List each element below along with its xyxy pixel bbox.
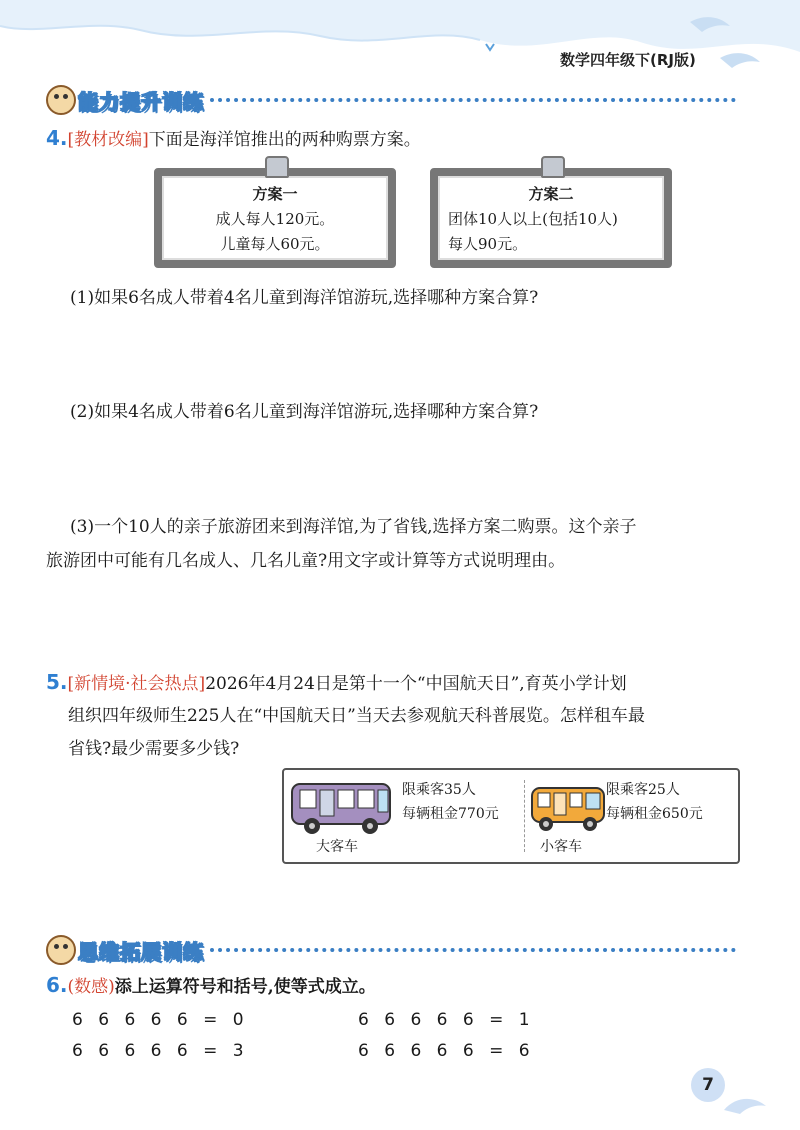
big-bus-rent: 每辆租金770元	[402, 806, 499, 822]
question-4-sub-2: (2)如果4名成人带着6名儿童到海洋馆游玩,选择哪种方案合算?	[70, 402, 539, 422]
dotted-divider	[210, 948, 736, 952]
plan-title: 方案二	[528, 185, 574, 203]
question-5-line-1	[46, 667, 627, 699]
equation: 6 6 6 6 6 = 6	[358, 1041, 530, 1061]
question-6-stem	[46, 970, 376, 1002]
section-label: 思维拓展训练	[78, 939, 204, 964]
question-text: 添上运算符号和括号,使等式成立。	[114, 977, 376, 997]
big-bus-capacity: 限乘客35人	[402, 782, 476, 798]
bus-info-box	[282, 768, 740, 864]
small-bus-label: 小客车	[540, 839, 582, 855]
dolphin-icon	[720, 1090, 770, 1120]
question-4-sub-3-line-2: 旅游团中可能有几名成人、几名儿童?用文字或计算等方式说明理由。	[46, 551, 566, 571]
question-4-sub-3-line-1: (3)一个10人的亲子旅游团来到海洋馆,为了省钱,选择方案二购票。这个亲子	[70, 517, 637, 537]
section-label: 能力提升训练	[78, 89, 204, 114]
dotted-divider	[210, 98, 736, 102]
plan-1-board	[154, 168, 396, 268]
question-tag: [教材改编]	[67, 130, 149, 150]
small-bus-capacity: 限乘客25人	[606, 782, 680, 798]
mascot-icon	[46, 85, 76, 115]
small-bus-icon	[530, 784, 608, 834]
mascot-icon	[46, 935, 76, 965]
plan-line: 儿童每人60元。	[220, 235, 330, 253]
plan-title: 方案一	[252, 185, 298, 203]
question-5-line-3: 省钱?最少需要多少钱?	[68, 739, 240, 759]
equation: 6 6 6 6 6 = 1	[358, 1010, 530, 1030]
question-number: 4.	[46, 126, 68, 150]
big-bus-label: 大客车	[316, 839, 358, 855]
plan-line: 成人每人120元。	[215, 210, 335, 228]
question-text: 2026年4月24日是第十一个“中国航天日”,育英小学计划	[205, 674, 627, 694]
question-number: 5.	[46, 670, 68, 694]
question-5-line-2: 组织四年级师生225人在“中国航天日”当天去参观航天科普展览。怎样租车最	[68, 706, 645, 726]
question-number: 6.	[46, 973, 68, 997]
plan-line: 团体10人以上(包括10人)	[448, 210, 618, 228]
equation: 6 6 6 6 6 = 3	[72, 1041, 244, 1061]
plan-2-board	[430, 168, 672, 268]
clip-icon	[541, 156, 565, 178]
section-banner-thinking	[46, 936, 736, 964]
bus-divider	[524, 780, 525, 852]
section-banner-ability	[46, 86, 736, 114]
question-text: 下面是海洋馆推出的两种购票方案。	[148, 130, 421, 150]
small-bus-rent: 每辆租金650元	[606, 806, 703, 822]
question-tag: [新情境·社会热点]	[67, 674, 206, 694]
question-4-sub-1: (1)如果6名成人带着4名儿童到海洋馆游玩,选择哪种方案合算?	[70, 288, 539, 308]
question-tag: (数感)	[67, 977, 115, 997]
book-title: 数学四年级下(RJ版)	[560, 51, 696, 69]
page-number: 7	[691, 1068, 725, 1102]
question-4-stem	[46, 123, 421, 155]
big-bus-icon	[290, 780, 394, 836]
clip-icon	[265, 156, 289, 178]
equation: 6 6 6 6 6 = 0	[72, 1010, 244, 1030]
plan-line: 每人90元。	[448, 235, 528, 253]
